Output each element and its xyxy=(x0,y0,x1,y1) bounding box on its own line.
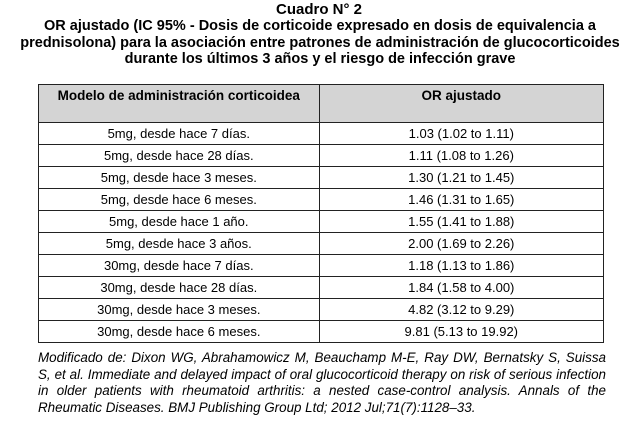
cell-model: 30mg, desde hace 28 días. xyxy=(39,277,320,299)
cell-or: 2.00 (1.69 to 2.26) xyxy=(319,233,603,255)
table-row xyxy=(39,145,604,167)
table-header-row xyxy=(39,85,604,123)
cell-or: 1.18 (1.13 to 1.86) xyxy=(319,255,603,277)
table-row xyxy=(39,167,604,189)
table-row xyxy=(39,255,604,277)
table-row xyxy=(39,321,604,343)
table-row xyxy=(39,299,604,321)
cell-model: 5mg, desde hace 1 año. xyxy=(39,211,320,233)
or-table xyxy=(38,84,604,343)
cell-model: 30mg, desde hace 6 meses. xyxy=(39,321,320,343)
cell-model: 30mg, desde hace 3 meses. xyxy=(39,299,320,321)
table-title: Cuadro N° 2 xyxy=(275,1,362,18)
cell-or: 1.46 (1.31 to 1.65) xyxy=(319,189,603,211)
table-row xyxy=(39,123,604,145)
table-row xyxy=(39,189,604,211)
cell-model: 5mg, desde hace 7 días. xyxy=(39,123,320,145)
table-row xyxy=(39,277,604,299)
header-model: Modelo de administración corticoidea xyxy=(39,85,320,123)
cell-or: 9.81 (5.13 to 19.92) xyxy=(319,321,603,343)
cell-or: 1.84 (1.58 to 4.00) xyxy=(319,277,603,299)
cell-or: 1.11 (1.08 to 1.26) xyxy=(319,145,603,167)
cell-or: 1.55 (1.41 to 1.88) xyxy=(319,211,603,233)
table-row xyxy=(39,211,604,233)
cell-model: 5mg, desde hace 28 días. xyxy=(39,145,320,167)
header-or: OR ajustado xyxy=(319,85,603,123)
cell-or: 1.30 (1.21 to 1.45) xyxy=(319,167,603,189)
cell-model: 5mg, desde hace 3 meses. xyxy=(39,167,320,189)
table-subtitle: OR ajustado (IC 95% - Dosis de corticoide expresado en dosis de equivalencia a prednisolona) para la asociación entre patrones de administración de glucocorticoides durante los últimos 3 años y el riesgo de infección grave xyxy=(20,18,620,67)
source-note: Modificado de: Dixon WG, Abrahamowicz M, Beauchamp M-E, Ray DW, Bernatsky S, Suissa S, et al. Immediate and delayed impact of oral glucocorticoid therapy on risk of serious infection in older patients with rheumatoid arthritis: a nested case-control analysis. Annals of the Rheumatic Diseases. BMJ Publishing Group Ltd; 2012 Jul;71(7):1128–33. xyxy=(38,350,606,415)
cell-model: 30mg, desde hace 7 días. xyxy=(39,255,320,277)
table-row xyxy=(39,233,604,255)
cell-model: 5mg, desde hace 3 años. xyxy=(39,233,320,255)
cell-or: 4.82 (3.12 to 9.29) xyxy=(319,299,603,321)
cell-or: 1.03 (1.02 to 1.11) xyxy=(319,123,603,145)
cell-model: 5mg, desde hace 6 meses. xyxy=(39,189,320,211)
